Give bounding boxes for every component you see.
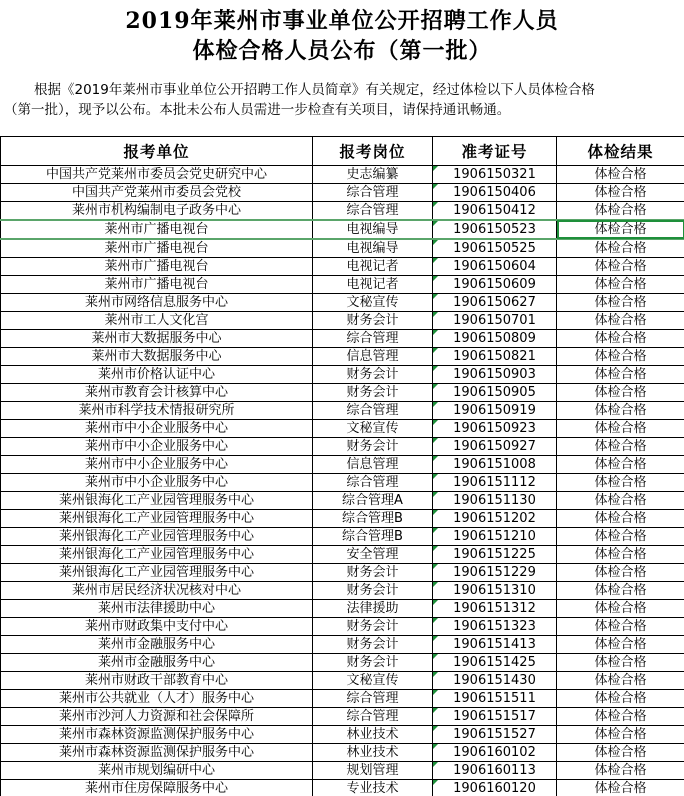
cell-position[interactable]: 综合管理	[313, 202, 433, 221]
table-row[interactable]	[1, 276, 684, 294]
cell-position[interactable]: 财务会计	[313, 366, 433, 384]
table-row[interactable]	[1, 202, 684, 221]
cell-exam-number[interactable]: 1906150903	[433, 366, 557, 384]
cell-result[interactable]: 体检合格	[557, 348, 684, 366]
cell-unit[interactable]: 中国共产党莱州市委员会党史研究中心	[1, 166, 313, 184]
cell-result[interactable]: 体检合格	[557, 312, 684, 330]
cell-exam-number[interactable]: 1906151202	[433, 510, 557, 528]
cell-result[interactable]: 体检合格	[557, 654, 684, 672]
cell-result[interactable]: 体检合格	[557, 780, 684, 796]
notice-line-2: （第一批），现予以公布。本批未公布人员需进一步检查有关项目，请保持通讯畅通。	[4, 102, 511, 118]
cell-position[interactable]: 综合管理B	[313, 528, 433, 546]
cell-position[interactable]: 法律援助	[313, 600, 433, 618]
cell-unit[interactable]: 莱州市森林资源监测保护服务中心	[1, 744, 313, 762]
cell-position[interactable]: 文秘宣传	[313, 294, 433, 312]
table-row[interactable]	[1, 708, 684, 726]
cell-exam-number[interactable]: 1906151430	[433, 672, 557, 690]
cell-exam-number[interactable]: 1906151517	[433, 708, 557, 726]
table-row[interactable]	[1, 330, 684, 348]
cell-exam-number[interactable]: 1906151112	[433, 474, 557, 492]
cell-exam-number[interactable]: 1906160102	[433, 744, 557, 762]
table-row[interactable]	[1, 690, 684, 708]
cell-result[interactable]: 体检合格	[557, 330, 684, 348]
table-row[interactable]	[1, 438, 684, 456]
cell-result[interactable]: 体检合格	[557, 618, 684, 636]
cell-result[interactable]: 体检合格	[557, 294, 684, 312]
cell-unit[interactable]: 莱州市沙河人力资源和社会保障所	[1, 708, 313, 726]
cell-result[interactable]: 体检合格	[557, 420, 684, 438]
cell-exam-number[interactable]: 1906151425	[433, 654, 557, 672]
cell-exam-number[interactable]: 1906150412	[433, 202, 557, 221]
title-line-1: 2019年莱州市事业单位公开招聘工作人员	[125, 8, 559, 34]
cell-exam-number[interactable]: 1906150627	[433, 294, 557, 312]
cell-exam-number[interactable]: 1906150809	[433, 330, 557, 348]
cell-result[interactable]: 体检合格	[557, 726, 684, 744]
title-line-2: 体检合格人员公布（第一批）	[192, 38, 492, 64]
table-row[interactable]	[1, 420, 684, 438]
table-row[interactable]	[1, 402, 684, 420]
cell-unit[interactable]: 莱州市财政干部教育中心	[1, 672, 313, 690]
cell-result[interactable]: 体检合格	[557, 690, 684, 708]
cell-result[interactable]: 体检合格	[557, 202, 684, 221]
table-row[interactable]	[1, 474, 684, 492]
cell-position[interactable]: 文秘宣传	[313, 420, 433, 438]
table-row[interactable]	[1, 528, 684, 546]
table-row[interactable]	[1, 654, 684, 672]
cell-unit[interactable]: 莱州市中小企业服务中心	[1, 474, 313, 492]
document-title	[0, 0, 684, 72]
cell-position[interactable]: 电视编导	[313, 239, 433, 258]
cell-unit[interactable]: 莱州市中小企业服务中心	[1, 438, 313, 456]
cell-unit[interactable]: 莱州银海化工产业园管理服务中心	[1, 564, 313, 582]
cell-position[interactable]: 信息管理	[313, 456, 433, 474]
cell-exam-number[interactable]: 1906150923	[433, 420, 557, 438]
cell-result[interactable]: 体检合格	[557, 492, 684, 510]
table-header-row	[1, 137, 684, 166]
cell-result[interactable]: 体检合格	[557, 582, 684, 600]
cell-position[interactable]: 财务会计	[313, 654, 433, 672]
cell-result[interactable]: 体检合格	[557, 402, 684, 420]
cell-position[interactable]: 史志编纂	[313, 166, 433, 184]
cell-position[interactable]: 规划管理	[313, 762, 433, 780]
results-table	[0, 136, 684, 796]
cell-unit[interactable]: 莱州市法律援助中心	[1, 600, 313, 618]
table-row[interactable]	[1, 780, 684, 796]
cell-unit[interactable]: 莱州市森林资源监测保护服务中心	[1, 726, 313, 744]
cell-exam-number[interactable]: 1906151323	[433, 618, 557, 636]
cell-unit[interactable]: 莱州市规划编研中心	[1, 762, 313, 780]
cell-position[interactable]: 综合管理A	[313, 492, 433, 510]
table-row[interactable]	[1, 366, 684, 384]
cell-exam-number[interactable]: 1906151511	[433, 690, 557, 708]
cell-position[interactable]: 综合管理	[313, 184, 433, 202]
table-row[interactable]	[1, 510, 684, 528]
cell-exam-number[interactable]: 1906150905	[433, 384, 557, 402]
table-row[interactable]	[1, 239, 684, 258]
cell-unit[interactable]: 莱州市教育会计核算中心	[1, 384, 313, 402]
cell-result[interactable]: 体检合格	[557, 636, 684, 654]
cell-unit[interactable]: 莱州市中小企业服务中心	[1, 420, 313, 438]
table-row[interactable]	[1, 312, 684, 330]
cell-unit[interactable]: 莱州市金融服务中心	[1, 636, 313, 654]
cell-result[interactable]: 体检合格	[557, 366, 684, 384]
cell-position[interactable]: 专业技术	[313, 780, 433, 796]
cell-exam-number[interactable]: 1906150701	[433, 312, 557, 330]
cell-position[interactable]: 综合管理	[313, 330, 433, 348]
table-row[interactable]	[1, 348, 684, 366]
table-row[interactable]	[1, 294, 684, 312]
cell-position[interactable]: 综合管理	[313, 402, 433, 420]
table-row[interactable]	[1, 672, 684, 690]
header-result[interactable]: 体检结果	[557, 137, 684, 166]
cell-unit[interactable]: 莱州市住房保障服务中心	[1, 780, 313, 796]
cell-result[interactable]: 体检合格	[557, 564, 684, 582]
cell-result[interactable]: 体检合格	[557, 762, 684, 780]
cell-unit[interactable]: 莱州市工人文化宫	[1, 312, 313, 330]
table-row[interactable]	[1, 166, 684, 184]
cell-unit[interactable]: 莱州市广播电视台	[1, 220, 313, 239]
cell-position[interactable]: 电视记者	[313, 258, 433, 276]
cell-unit[interactable]: 莱州市大数据服务中心	[1, 330, 313, 348]
cell-exam-number[interactable]: 1906150525	[433, 239, 557, 258]
cell-exam-number[interactable]: 1906150919	[433, 402, 557, 420]
header-position[interactable]: 报考岗位	[313, 137, 433, 166]
cell-exam-number[interactable]: 1906160120	[433, 780, 557, 796]
cell-exam-number[interactable]: 1906151008	[433, 456, 557, 474]
table-row[interactable]	[1, 564, 684, 582]
cell-exam-number[interactable]: 1906150609	[433, 276, 557, 294]
table-row[interactable]	[1, 600, 684, 618]
cell-result[interactable]: 体检合格	[557, 166, 684, 184]
cell-result[interactable]: 体检合格	[557, 438, 684, 456]
cell-unit[interactable]: 莱州市科学技术情报研究所	[1, 402, 313, 420]
cell-exam-number[interactable]: 1906150821	[433, 348, 557, 366]
cell-unit[interactable]: 莱州市网络信息服务中心	[1, 294, 313, 312]
cell-result[interactable]: 体检合格	[557, 528, 684, 546]
cell-exam-number[interactable]: 1906151312	[433, 600, 557, 618]
cell-unit[interactable]: 莱州市居民经济状况核对中心	[1, 582, 313, 600]
cell-unit[interactable]: 莱州市中小企业服务中心	[1, 456, 313, 474]
cell-exam-number[interactable]: 1906150523	[433, 220, 557, 239]
cell-result[interactable]: 体检合格	[557, 456, 684, 474]
cell-position[interactable]: 信息管理	[313, 348, 433, 366]
table-row[interactable]	[1, 456, 684, 474]
cell-position[interactable]: 财务会计	[313, 564, 433, 582]
cell-result[interactable]: 体检合格	[557, 276, 684, 294]
cell-result[interactable]: 体检合格	[557, 510, 684, 528]
cell-exam-number[interactable]: 1906150604	[433, 258, 557, 276]
cell-unit[interactable]: 莱州银海化工产业园管理服务中心	[1, 528, 313, 546]
cell-unit[interactable]: 莱州银海化工产业园管理服务中心	[1, 492, 313, 510]
cell-result[interactable]: 体检合格	[557, 258, 684, 276]
cell-result[interactable]: 体检合格	[557, 600, 684, 618]
cell-unit[interactable]: 莱州市金融服务中心	[1, 654, 313, 672]
table-row[interactable]	[1, 384, 684, 402]
table-row[interactable]	[1, 220, 684, 239]
table-row[interactable]	[1, 492, 684, 510]
cell-exam-number[interactable]: 1906151225	[433, 546, 557, 564]
cell-result[interactable]: 体检合格	[557, 384, 684, 402]
cell-result[interactable]: 体检合格	[557, 708, 684, 726]
cell-result[interactable]: 体检合格	[557, 744, 684, 762]
cell-result[interactable]: 体检合格	[557, 184, 684, 202]
notice-paragraph	[4, 80, 680, 120]
cell-result[interactable]: 体检合格	[557, 220, 684, 239]
cell-exam-number[interactable]: 1906150321	[433, 166, 557, 184]
cell-position[interactable]: 财务会计	[313, 312, 433, 330]
table-row[interactable]	[1, 582, 684, 600]
cell-position[interactable]: 综合管理B	[313, 510, 433, 528]
header-unit[interactable]: 报考单位	[1, 137, 313, 166]
cell-exam-number[interactable]: 1906150406	[433, 184, 557, 202]
table-row[interactable]	[1, 726, 684, 744]
cell-position[interactable]: 电视记者	[313, 276, 433, 294]
cell-unit[interactable]: 莱州银海化工产业园管理服务中心	[1, 546, 313, 564]
cell-exam-number[interactable]: 1906151210	[433, 528, 557, 546]
cell-position[interactable]: 财务会计	[313, 438, 433, 456]
cell-exam-number[interactable]: 1906151229	[433, 564, 557, 582]
cell-result[interactable]: 体检合格	[557, 672, 684, 690]
cell-unit[interactable]: 莱州市广播电视台	[1, 239, 313, 258]
cell-result[interactable]: 体检合格	[557, 546, 684, 564]
table-row[interactable]	[1, 258, 684, 276]
table-row[interactable]	[1, 184, 684, 202]
header-exam-number[interactable]: 准考证号	[433, 137, 557, 166]
cell-position[interactable]: 林业技术	[313, 744, 433, 762]
cell-result[interactable]: 体检合格	[557, 239, 684, 258]
cell-unit[interactable]: 莱州市广播电视台	[1, 258, 313, 276]
cell-unit[interactable]: 莱州市公共就业（人才）服务中心	[1, 690, 313, 708]
table-row[interactable]	[1, 744, 684, 762]
cell-unit[interactable]: 莱州市机构编制电子政务中心	[1, 202, 313, 221]
cell-position[interactable]: 电视编导	[313, 220, 433, 239]
cell-unit[interactable]: 莱州银海化工产业园管理服务中心	[1, 510, 313, 528]
cell-position[interactable]: 财务会计	[313, 582, 433, 600]
cell-position[interactable]: 综合管理	[313, 474, 433, 492]
cell-exam-number[interactable]: 1906151130	[433, 492, 557, 510]
cell-position[interactable]: 安全管理	[313, 546, 433, 564]
cell-position[interactable]: 财务会计	[313, 636, 433, 654]
cell-unit[interactable]: 莱州市财政集中支付中心	[1, 618, 313, 636]
cell-exam-number[interactable]: 1906151527	[433, 726, 557, 744]
cell-unit[interactable]: 莱州市价格认证中心	[1, 366, 313, 384]
cell-exam-number[interactable]: 1906150927	[433, 438, 557, 456]
cell-result[interactable]: 体检合格	[557, 474, 684, 492]
cell-unit[interactable]: 莱州市广播电视台	[1, 276, 313, 294]
notice-line-1: 根据《2019年莱州市事业单位公开招聘工作人员简章》有关规定，经过体检以下人员体检合格	[34, 82, 595, 98]
table-row[interactable]	[1, 762, 684, 780]
cell-exam-number[interactable]: 1906160113	[433, 762, 557, 780]
table-row[interactable]	[1, 618, 684, 636]
table-row[interactable]	[1, 636, 684, 654]
cell-unit[interactable]: 中国共产党莱州市委员会党校	[1, 184, 313, 202]
cell-position[interactable]: 文秘宣传	[313, 672, 433, 690]
cell-position[interactable]: 林业技术	[313, 726, 433, 744]
cell-position[interactable]: 综合管理	[313, 708, 433, 726]
cell-position[interactable]: 财务会计	[313, 618, 433, 636]
cell-position[interactable]: 财务会计	[313, 384, 433, 402]
cell-unit[interactable]: 莱州市大数据服务中心	[1, 348, 313, 366]
cell-exam-number[interactable]: 1906151310	[433, 582, 557, 600]
cell-exam-number[interactable]: 1906151413	[433, 636, 557, 654]
cell-position[interactable]: 综合管理	[313, 690, 433, 708]
table-row[interactable]	[1, 546, 684, 564]
